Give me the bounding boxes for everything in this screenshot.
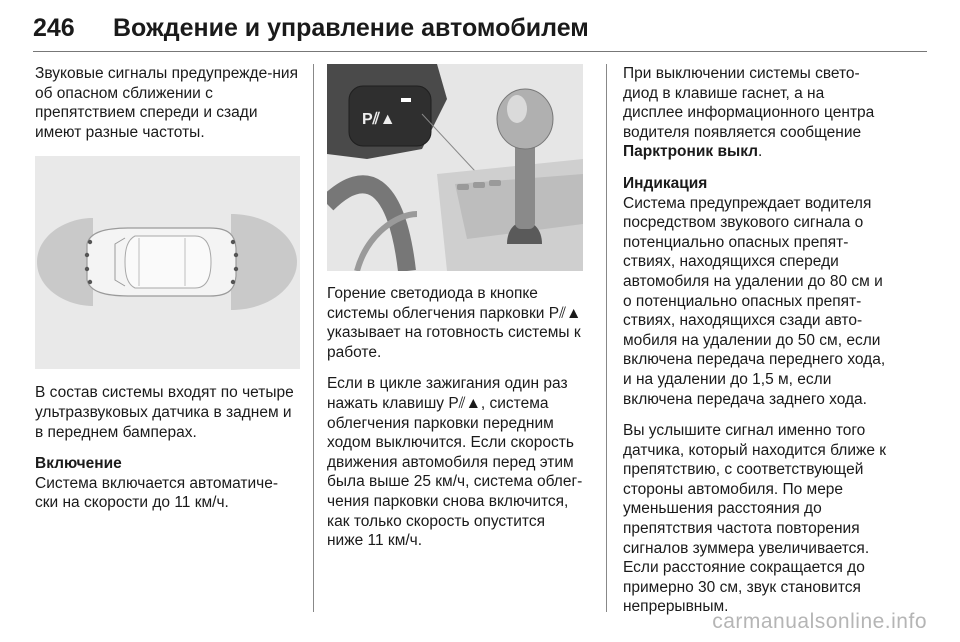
off-text-after: .	[758, 143, 763, 161]
page-number: 246	[33, 14, 75, 42]
column-3	[623, 64, 888, 629]
park-assist-button-photo	[327, 64, 583, 271]
off-paragraph	[623, 64, 888, 162]
gear-knob	[497, 89, 553, 149]
sensors-paragraph: В состав системы входят по четыре ультразвуковых датчика в заднем и в переднем бамперах.	[35, 384, 294, 441]
column-divider-2	[606, 64, 607, 612]
header-divider	[33, 51, 927, 52]
park-assist-icon: P⫽▲	[362, 111, 396, 128]
gear-lever-console-illustration	[327, 64, 583, 271]
button-led	[401, 98, 411, 102]
activation-paragraph: Система включается автоматиче-ски на скорости до 11 км/ч.	[35, 474, 279, 512]
column-2	[327, 64, 583, 563]
car-top-view-diagram	[35, 156, 300, 369]
signal-paragraph: Вы услышите сигнал именно того датчика, который находится ближе к препятствию, с соответствующей стороны автомобиля. По мере уменьшения расстояния до препятствия частота повторения сигналов зуммера увеличивается. Если расстояние сокращается до примерно 30 см, звук становится непрерывным.	[623, 422, 887, 616]
watermark: carmanualsonline.info	[712, 610, 927, 633]
off-text-before: При выключении системы свето-диод в клавише гаснет, а на дисплее информационного центра водителя появляется сообщение	[623, 65, 875, 141]
park-off-message: Парктроник выкл	[623, 143, 759, 161]
button-paragraph: Если в цикле зажигания один раз нажать клавишу P⫽▲, система облегчения парковки передним ходом выключится. Если скорость движения автомобиля перед этим была выше 25 км/ч, система облег-чения парковки снова включится, как только скорость опустится ниже 11 км/ч.	[327, 375, 583, 550]
column-divider-1	[313, 64, 314, 612]
page-title: Вождение и управление автомобилем	[113, 14, 589, 42]
indication-paragraph: Система предупреждает водителя посредством звукового сигнала о потенциально опасных препят-ствиях, находящихся спереди автомобиля на удалении до 80 см и о потенциально опасных препят-ствиях, находящихся сзади авто-мобиля на удалении до 50 см, если включена передача переднего хода, и на удалении до 1,5 м, если включена передача заднего хода.	[623, 194, 886, 408]
parking-sensor-zones-illustration	[35, 156, 300, 369]
intro-paragraph: Звуковые сигналы предупрежде-ния об опасном сближении с препятствием спереди и сзади имеют разные частоты.	[35, 65, 298, 141]
page-header	[33, 9, 927, 53]
car-body	[87, 228, 236, 296]
column-1	[35, 64, 300, 525]
indication-heading: Индикация	[623, 174, 708, 192]
led-paragraph: Горение светодиода в кнопке системы облегчения парковки P⫽▲ указывает на готовность системы к работе.	[327, 285, 582, 361]
activation-heading: Включение	[35, 455, 122, 473]
